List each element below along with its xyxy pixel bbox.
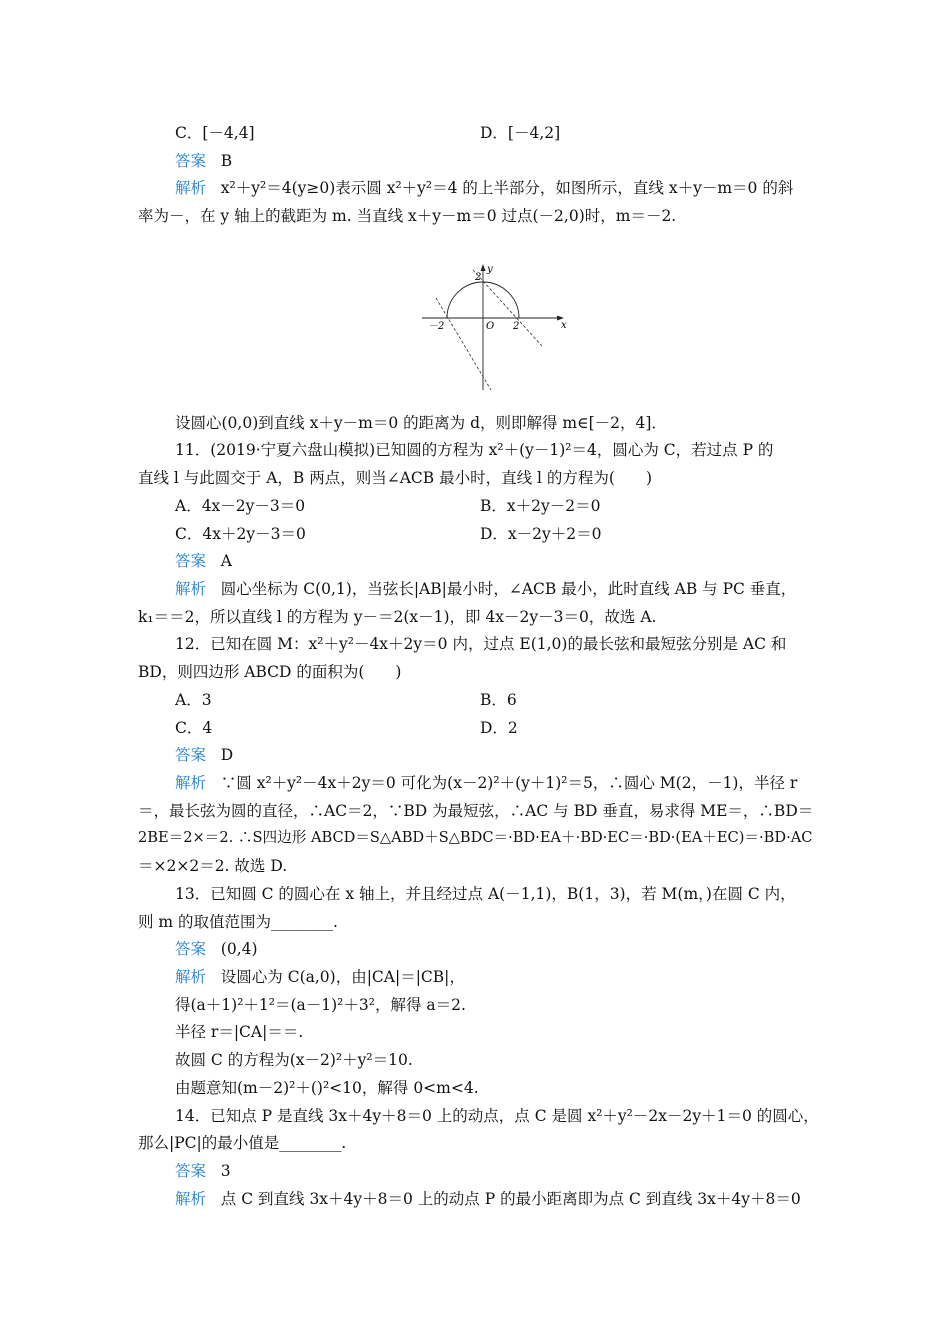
q14-answer — [175, 1161, 231, 1181]
analysis-label: 解析 — [175, 580, 207, 598]
q12-option-d: D．2 — [480, 719, 518, 737]
q12-option-a: A．3 — [175, 691, 212, 709]
q13-stem-line1: 13．已知圆 C 的圆心在 x 轴上，并且经过点 A(－1,1)，B(1，3)，若 M(m，)在圆 C 内， — [175, 885, 796, 903]
q10-answer — [175, 151, 232, 171]
q11-option-c: C．4x＋2y－3＝0 — [175, 525, 306, 543]
answer-value: A — [220, 552, 232, 570]
label-neg2: －2 — [428, 321, 445, 332]
analysis-label: 解析 — [175, 968, 207, 986]
q14-stem-line1: 14．已知点 P 是直线 3x＋4y＋8＝0 上的动点，点 C 是圆 x²＋y²－2x－2y＋1＝0 的圆心， — [175, 1107, 819, 1125]
q10-analysis-line2: 率为－，在 y 轴上的截距为 m. 当直线 x＋y－m＝0 过点(－2,0)时，m＝－2. — [138, 207, 677, 225]
answer-value: B — [220, 152, 233, 170]
answer-value: 3 — [220, 1162, 231, 1180]
q11-answer — [175, 551, 232, 571]
q11-option-d: D．x－2y＋2＝0 — [480, 525, 602, 543]
q11-analysis-line1: 解析 圆心坐标为 C(0,1)，当弦长|AB|最小时，∠ACB 最小，此时直线 AB 与 PC 垂直， — [175, 580, 797, 598]
q14-stem-line2: 那么|PC|的最小值是________. — [138, 1134, 347, 1152]
answer-label: 答案 — [175, 940, 207, 958]
q11-stem-line1: 11．(2019·宁夏六盘山模拟)已知圆的方程为 x²＋(y－1)²＝4，圆心为 C，若过点 P 的 — [175, 441, 774, 459]
analysis-label: 解析 — [175, 179, 207, 197]
analysis-label: 解析 — [175, 1190, 207, 1208]
q14-analysis-line1: 解析 点 C 到直线 3x＋4y＋8＝0 上的动点 P 的最小距离即为点 C 到直线 3x＋4y＋8＝0 — [175, 1190, 801, 1208]
q10-after-figure: 设圆心(0,0)到直线 x＋y－m＝0 的距离为 d，则即解得 m∈[－2，4]． — [175, 414, 667, 432]
q10-option-d: D．[－4,2] — [480, 124, 561, 142]
q12-stem-line1: 12．已知在圆 M：x²＋y²－4x＋2y＝0 内，过点 E(1,0)的最长弦和最短弦分别是 AC 和 — [175, 635, 787, 653]
q12-answer — [175, 745, 233, 765]
y-axis-arrow — [481, 264, 486, 271]
answer-value: D — [220, 746, 234, 764]
q12-analysis-line2: ＝，最长弦为圆的直径，∴AC＝2，∵BD 为最短弦，∴AC 与 BD 垂直，易求得 ME＝，∴BD＝ — [138, 802, 814, 820]
q13-analysis-line4: 故圆 C 的方程为(x－2)²＋y²＝10. — [175, 1051, 413, 1069]
q12-stem-line2: BD，则四边形 ABCD 的面积为( ) — [138, 663, 402, 681]
q11-option-a: A．4x－2y－3＝0 — [175, 497, 306, 515]
q11-stem-line2: 直线 l 与此圆交于 A，B 两点，则当∠ACB 最小时，直线 l 的方程为( ) — [138, 469, 653, 487]
q11-option-b: B．x＋2y－2＝0 — [480, 497, 601, 515]
label-2-right: 2 — [513, 321, 520, 332]
q12-analysis-line3: 2BE＝2×＝2. ∴S四边形 ABCD＝S△ABD＋S△BDC＝·BD·EA＋·BD·EC＝·BD·(EA＋EC)＝·BD·AC — [138, 829, 813, 846]
q10-option-c: C．[－4,4] — [175, 124, 255, 142]
q13-answer — [175, 939, 258, 959]
q12-analysis-line4: ＝×2×2＝2. 故选 D. — [138, 857, 288, 875]
q13-analysis-line1: 解析 设圆心为 C(a,0)，由|CA|＝|CB|， — [175, 968, 465, 986]
semicircle-figure — [420, 262, 570, 392]
label-x: x — [561, 320, 567, 331]
answer-label: 答案 — [175, 746, 207, 764]
label-origin: O — [486, 321, 495, 332]
q11-analysis-line2: k₁＝＝2，所以直线 l 的方程为 y－＝2(x－1)，即 4x－2y－3＝0，故选 A. — [138, 608, 657, 626]
q12-analysis-line1: 解析 ∵圆 x²＋y²－4x＋2y＝0 可化为(x－2)²＋(y＋1)²＝5，∴圆心 M(2，－1)，半径 r — [175, 774, 798, 792]
q13-stem-line2: 则 m 的取值范围为________. — [138, 913, 338, 931]
q13-analysis-line5: 由题意知(m－2)²＋()²<10，解得 0<m<4. — [175, 1079, 479, 1097]
q10-analysis-line1: 解析 x²＋y²＝4(y≥0)表示圆 x²＋y²＝4 的上半部分，如图所示，直线 x＋y－m＝0 的斜 — [175, 179, 794, 197]
answer-value: (0,4) — [220, 940, 258, 958]
q13-analysis-line3: 半径 r＝|CA|＝＝. — [175, 1023, 304, 1041]
label-2-top: 2 — [475, 272, 482, 283]
label-y: y — [487, 264, 493, 275]
q12-option-c: C．4 — [175, 719, 213, 737]
q12-option-b: B．6 — [480, 691, 517, 709]
analysis-label: 解析 — [175, 774, 207, 792]
answer-label: 答案 — [175, 552, 207, 570]
answer-label: 答案 — [175, 152, 207, 170]
q13-analysis-line2: 得(a＋1)²＋1²＝(a－1)²＋3²，解得 a＝2. — [175, 996, 466, 1014]
answer-label: 答案 — [175, 1162, 207, 1180]
